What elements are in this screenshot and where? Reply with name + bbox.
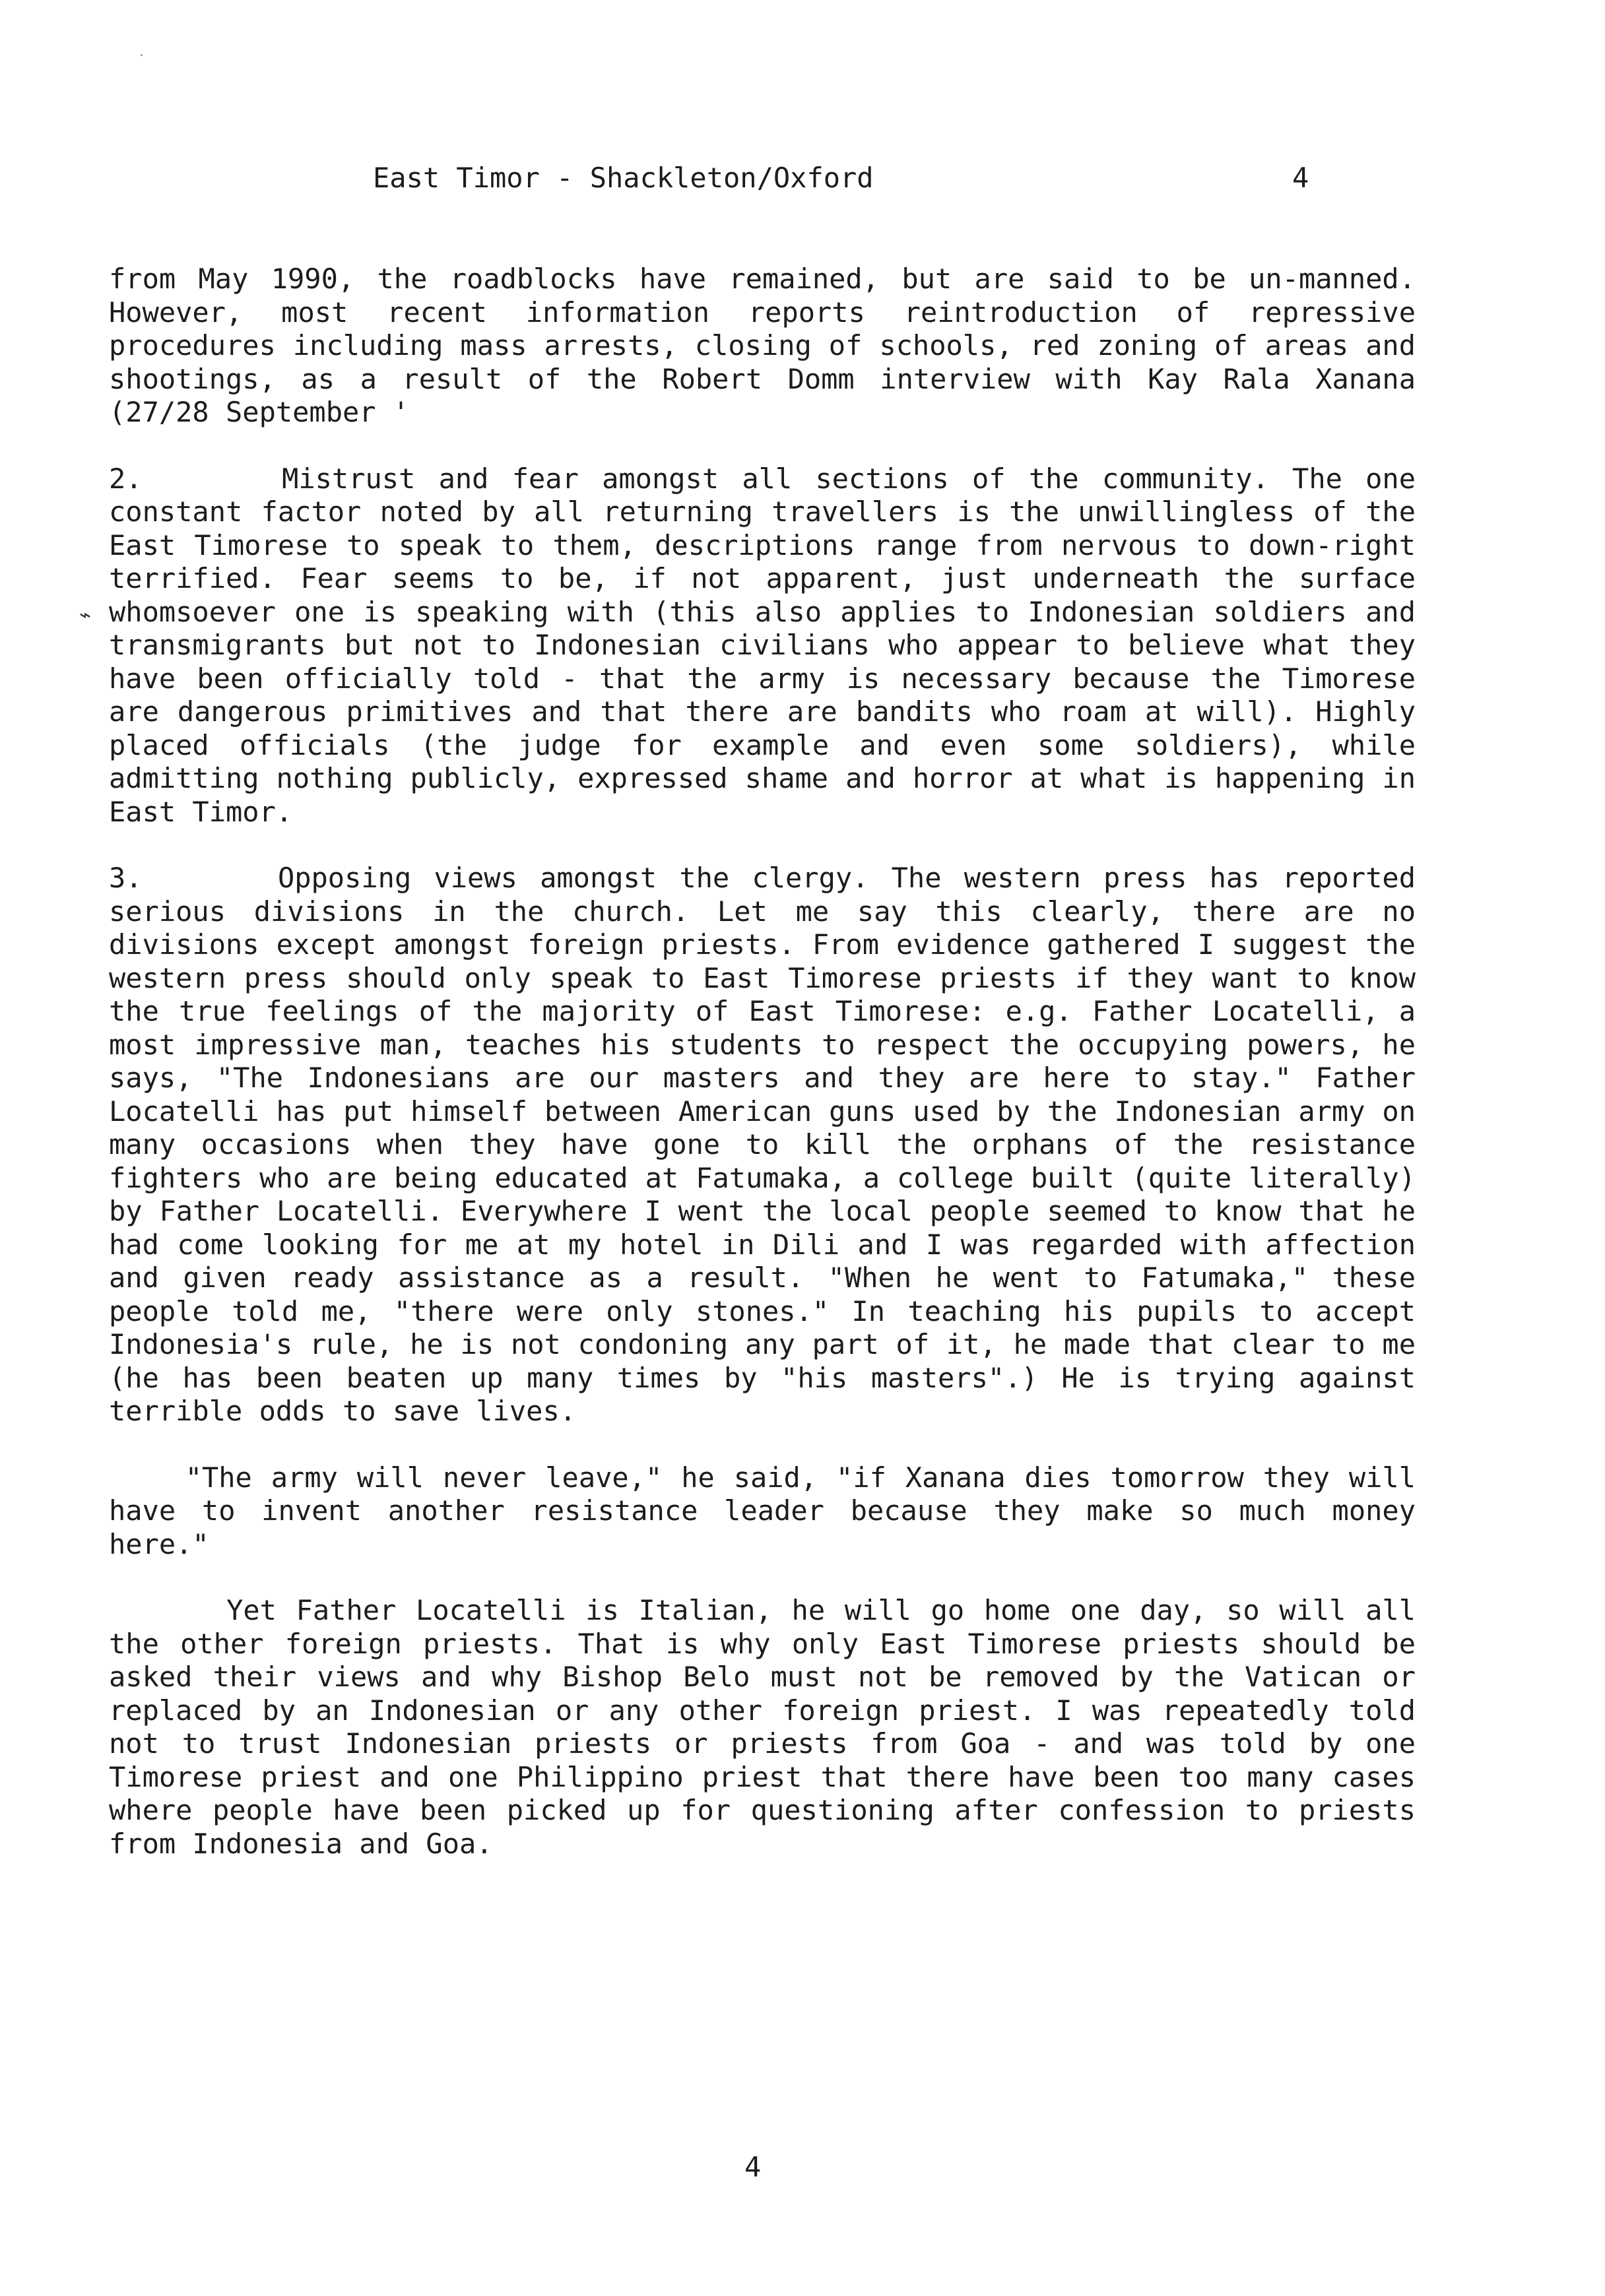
header-page-number: 4 <box>1292 162 1309 194</box>
paragraph-2: 2. Mistrust and fear amongst all sections of the community. The one constant factor noted by all returning travellers is the unwillingless of the East Timorese to speak to them, descriptions range from nervous to down-right terrified. Fear seems to be, if not apparent, just underneath the surface whomsoever one is speaking with (this also applies to Indonesian soldiers and transmigrants but not to Indonesian civilians who appear to believe what they have been officially told - that the army is necessary because the Timorese are dangerous primitives and that there are bandits who roam at will). Highly placed officials (the judge for example and even some soldiers), while admitting nothing publicly, expressed shame and horror at what is happening in East Timor. <box>109 462 1416 828</box>
paragraph-3-text: Opposing views amongst the clergy. The western press has reported serious divisions in the church. Let me say this clearly, there are no divisions except amongst foreign priests. From evidence gathered I suggest the western press should only speak to East Timorese priests if they want to know the true feelings of the majority of East Timorese: e.g. Father Locatelli, a most impressive man, teaches his students to respect the occupying powers, he says, "The Indonesians are our masters and they are here to stay." Father Locatelli has put himself between American guns used by the Indonesian army on many occasions when they have gone to kill the orphans of the resistance fighters who are being educated at Fatumaka, a college built (quite literally) by Father Locatelli. Everywhere I went the local people seemed to know that he had come looking for me at my hotel in Dili and I was regarded with affection and given ready assistance as a result. "When he went to Fatumaka," these people told me, "there were only stones." In teaching his pupils to accept Indonesia's rule, he is not condoning any part of it, he made that clear to me (he has been beaten up many times by "his masters".) He is trying against terrible odds to save lives. <box>109 862 1416 1427</box>
paragraph-5-text: Yet Father Locatelli is Italian, he will go home one day, so will all the other foreign priests. That is why only East Timorese priests should be asked their views and why Bishop Belo must not be removed by the Vatican or replaced by an Indonesian or any other foreign priest. I was repeatedly told not to trust Indonesian priests or priests from Goa - and was told by one Timorese priest and one Philippino priest that there have been too many cases where people have been picked up for questioning after confession to priests from Indonesia and Goa. <box>109 1594 1416 1860</box>
running-header: East Timor - Shackleton/Oxford <box>373 162 874 194</box>
paragraph-1 <box>109 263 1416 430</box>
body-text <box>109 263 1416 1861</box>
footer-page-number: 4 <box>744 2151 762 2183</box>
scan-speck <box>141 54 143 56</box>
margin-mark-icon: ⌁ <box>79 604 92 627</box>
paragraph-3: 3. Opposing views amongst the clergy. The western press has reported serious divisions in the church. Let me say this clearly, there are no divisions except amongst foreign priests. From evidence gathered I suggest the western press should only speak to East Timorese priests if they want to know the true feelings of the majority of East Timorese: e.g. Father Locatelli, a most impressive man, teaches his students to respect the occupying powers, he says, "The Indonesians are our masters and they are here to stay." Father Locatelli has put himself between American guns used by the Indonesian army on many occasions when they have gone to kill the orphans of the resistance fighters who are being educated at Fatumaka, a college built (quite literally) by Father Locatelli. Everywhere I went the local people seemed to know that he had come looking for me at my hotel in Dili and I was regarded with affection and given ready assistance as a result. "When he went to Fatumaka," these people told me, "there were only stones." In teaching his pupils to accept Indonesia's rule, he is not condoning any part of it, he made that clear to me (he has been beaten up many times by "his masters".) He is trying against terrible odds to save lives. <box>109 862 1416 1427</box>
paragraph-4-text: "The army will never leave," he said, "if Xanana dies tomorrow they will have to invent another resistance leader because they make so much money here." <box>109 1461 1416 1560</box>
paragraph-5 <box>109 1594 1416 1861</box>
paragraph-1-text: from May 1990, the roadblocks have remained, but are said to be un-manned. However, most recent information reports reintroduction of repressive procedures including mass arrests, closing of schools, red zoning of areas and shootings, as a result of the Robert Domm interview with Kay Rala Xanana (27/28 September ' <box>109 263 1416 428</box>
paragraph-4 <box>109 1461 1416 1562</box>
paragraph-2-text: Mistrust and fear amongst all sections of the community. The one constant factor noted by all returning travellers is the unwillingless of the East Timorese to speak to them, descriptions range from nervous to down-right terrified. Fear seems to be, if not apparent, just underneath the surface whomsoever one is speaking with (this also applies to Indonesian soldiers and transmigrants but not to Indonesian civilians who appear to believe what they have been officially told - that the army is necessary because the Timorese are dangerous primitives and that there are bandits who roam at will). Highly placed officials (the judge for example and even some soldiers), while admitting nothing publicly, expressed shame and horror at what is happening in East Timor. <box>109 462 1416 828</box>
